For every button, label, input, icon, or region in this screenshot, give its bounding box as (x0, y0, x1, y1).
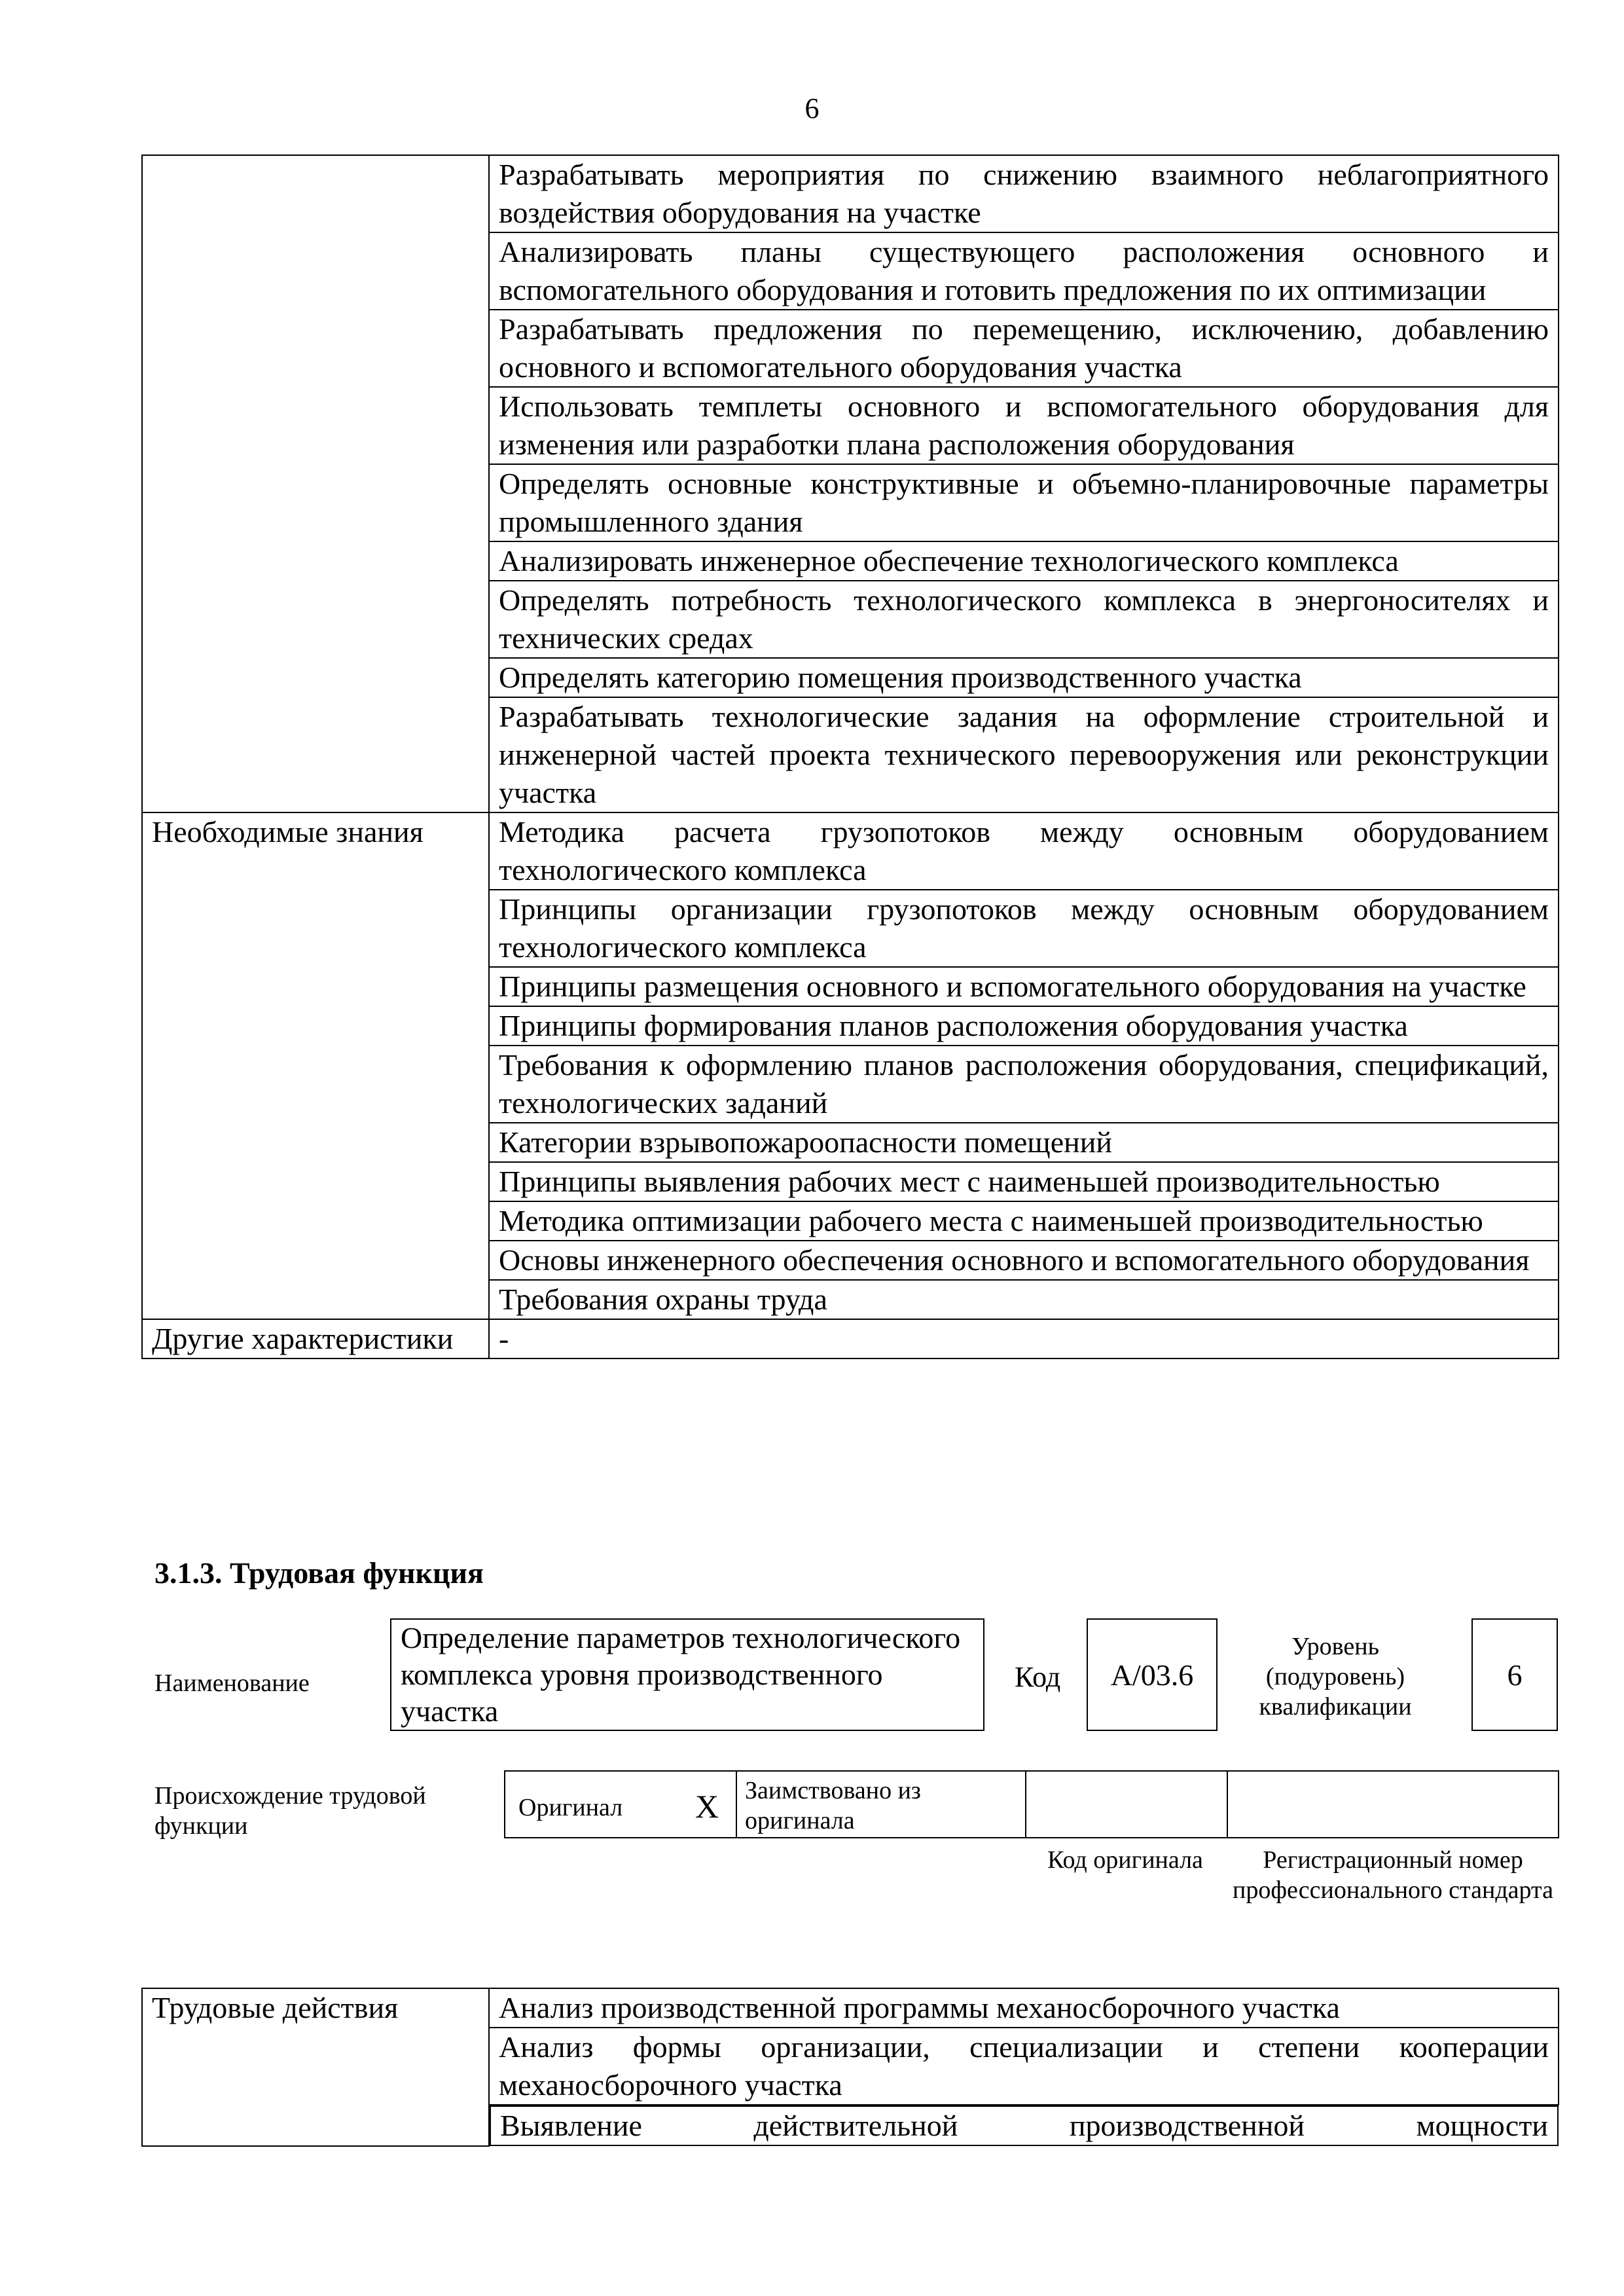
level-label: Уровень (подуровень) квалификации (1259, 1633, 1412, 1721)
skill-cell: Определять основные конструктивные и объемно-планировочные параметры промышленного здания (489, 464, 1559, 541)
labor-action-word: мощности (1416, 2109, 1548, 2142)
labor-action-word: Выявление (500, 2109, 642, 2142)
table-row (142, 1988, 1559, 2028)
knowledge-label: Необходимые знания (142, 812, 489, 1319)
table-row (142, 812, 1559, 890)
origin-label: Происхождение трудовой функции (154, 1782, 426, 1840)
knowledge-cell: Требования охраны труда (489, 1280, 1559, 1319)
skill-cell: Разрабатывать предложения по перемещению, исключению, добавлению основного и вспомогательного оборудования участка (489, 310, 1559, 387)
knowledge-cell: Принципы выявления рабочих мест с наименьшей производительностью (489, 1162, 1559, 1201)
page-number: 6 (804, 92, 820, 124)
borrowed-label: Заимствовано из оригинала (745, 1777, 921, 1834)
skills-knowledge-table (141, 155, 1559, 1359)
function-name-box (390, 1618, 984, 1731)
origin-box (504, 1770, 1559, 1838)
knowledge-cell: Принципы организации грузопотоков между основным оборудованием технологического комплекса (489, 890, 1559, 967)
code-original-label: Код оригинала (1047, 1846, 1203, 1874)
skills-label-cell (142, 155, 489, 812)
knowledge-cell: Методика оптимизации рабочего места с наименьшей производительностью (489, 1201, 1559, 1241)
name-label: Наименование (154, 1669, 310, 1697)
reg-number-label: Регистрационный номер профессионального стандарта (1233, 1846, 1553, 1904)
level-value-box (1471, 1618, 1558, 1731)
knowledge-cell: Методика расчета грузопотоков между основным оборудованием технологического комплекса (489, 812, 1559, 890)
code-value: А/03.6 (1110, 1658, 1194, 1692)
code-original-cell (1025, 1772, 1228, 1837)
table-row (142, 155, 1559, 232)
labor-action-word: производственной (1069, 2109, 1305, 2142)
skill-cell: Использовать темплеты основного и вспомогательного оборудования для изменения или разработки плана расположения оборудования (489, 387, 1559, 464)
skill-cell: Определять категорию помещения производственного участка (489, 658, 1559, 697)
labor-action-cell (490, 2105, 1559, 2146)
knowledge-cell: Принципы размещения основного и вспомогательного оборудования на участке (489, 967, 1559, 1006)
section-title: 3.1.3. Трудовая функция (154, 1556, 484, 1590)
code-value-box (1087, 1618, 1218, 1731)
skill-cell: Разрабатывать технологические задания на оформление строительной и инженерной частей проекта технического перевооружения или реконструкции участка (489, 697, 1559, 812)
code-label: Код (1015, 1661, 1061, 1693)
other-label: Другие характеристики (142, 1319, 489, 1358)
original-mark: X (695, 1788, 719, 1825)
labor-actions-table (141, 1988, 1559, 2147)
knowledge-cell: Основы инженерного обеспечения основного и вспомогательного оборудования (489, 1241, 1559, 1280)
original-label: Оригинал (518, 1794, 623, 1821)
reg-number-cell (1228, 1772, 1558, 1837)
other-value: - (489, 1319, 1559, 1358)
table-row (142, 1319, 1559, 1358)
skill-cell: Разрабатывать мероприятия по снижению взаимного неблагоприятного воздействия оборудования на участке (489, 155, 1559, 232)
labor-action-cell: Анализ производственной программы механосборочного участка (489, 1988, 1559, 2028)
skill-cell: Анализировать планы существующего расположения основного и вспомогательного оборудования и готовить предложения по их оптимизации (489, 232, 1559, 310)
labor-action-cell: Анализ формы организации, специализации и степени кооперации механосборочного участка (489, 2028, 1559, 2105)
function-name-value: Определение параметров технологического комплекса уровня производственного участка (401, 1621, 961, 1728)
level-value: 6 (1507, 1658, 1523, 1692)
knowledge-cell: Требования к оформлению планов расположения оборудования, спецификаций, технологических заданий (489, 1046, 1559, 1123)
original-cell (505, 1772, 737, 1837)
labor-actions-label: Трудовые действия (142, 1988, 489, 2146)
labor-action-word: действительной (753, 2109, 958, 2142)
knowledge-cell: Принципы формирования планов расположения оборудования участка (489, 1006, 1559, 1046)
skill-cell: Определять потребность технологического комплекса в энергоносителях и технических средах (489, 581, 1559, 658)
knowledge-cell: Категории взрывопожароопасности помещений (489, 1123, 1559, 1162)
skill-cell: Анализировать инженерное обеспечение технологического комплекса (489, 541, 1559, 581)
